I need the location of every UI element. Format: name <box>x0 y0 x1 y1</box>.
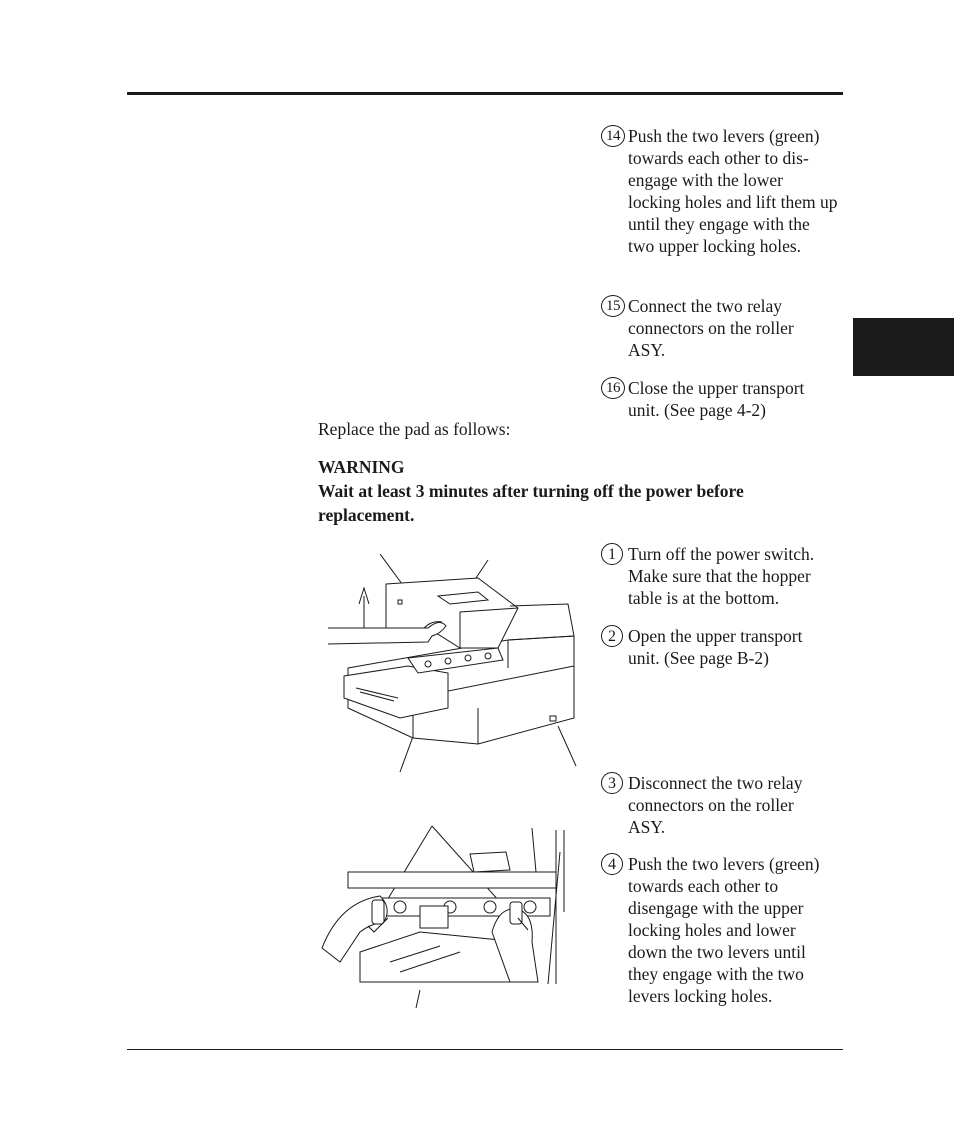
step-number: 4 <box>601 853 623 875</box>
step-text: Close the upper transport unit. (See page 4-2) <box>628 378 805 420</box>
step-15 <box>601 295 841 361</box>
step-text: Turn off the power switch. Make sure that the hopper table is at the bottom. <box>628 544 815 608</box>
footer-rule <box>127 1049 843 1050</box>
section-tab-marker <box>853 318 954 376</box>
step-number: 2 <box>601 625 623 647</box>
scanner-open-illustration <box>328 548 578 776</box>
step-4 <box>601 853 841 1007</box>
step-text: Push the two levers (green) towards each other to disengage with the upper locking holes and lower down the two levers until they engage with the two levers locking holes. <box>628 854 820 1006</box>
step-text: Open the upper transport unit. (See page B-2) <box>628 626 803 668</box>
step-text: Push the two levers (green) towards each other to dis-engage with the lower locking holes and lift them up until they engage with the two upper locking holes. <box>628 126 838 256</box>
header-rule <box>127 92 843 95</box>
step-number: 16 <box>601 377 625 399</box>
warning-title: WARNING <box>318 457 405 477</box>
step-text: Disconnect the two relay connectors on the roller ASY. <box>628 773 803 837</box>
step-1 <box>601 543 841 609</box>
step-number: 14 <box>601 125 625 147</box>
intro-text: Replace the pad as follows: <box>318 419 511 439</box>
levers-push-illustration <box>320 822 580 1012</box>
step-text: Connect the two relay connectors on the roller ASY. <box>628 296 794 360</box>
step-number: 3 <box>601 772 623 794</box>
warning-body: Wait at least 3 minutes after turning off the power before replacement. <box>318 481 744 525</box>
step-14 <box>601 125 841 257</box>
step-3 <box>601 772 841 838</box>
step-number: 15 <box>601 295 625 317</box>
step-16 <box>601 377 841 421</box>
step-number: 1 <box>601 543 623 565</box>
step-2 <box>601 625 841 669</box>
